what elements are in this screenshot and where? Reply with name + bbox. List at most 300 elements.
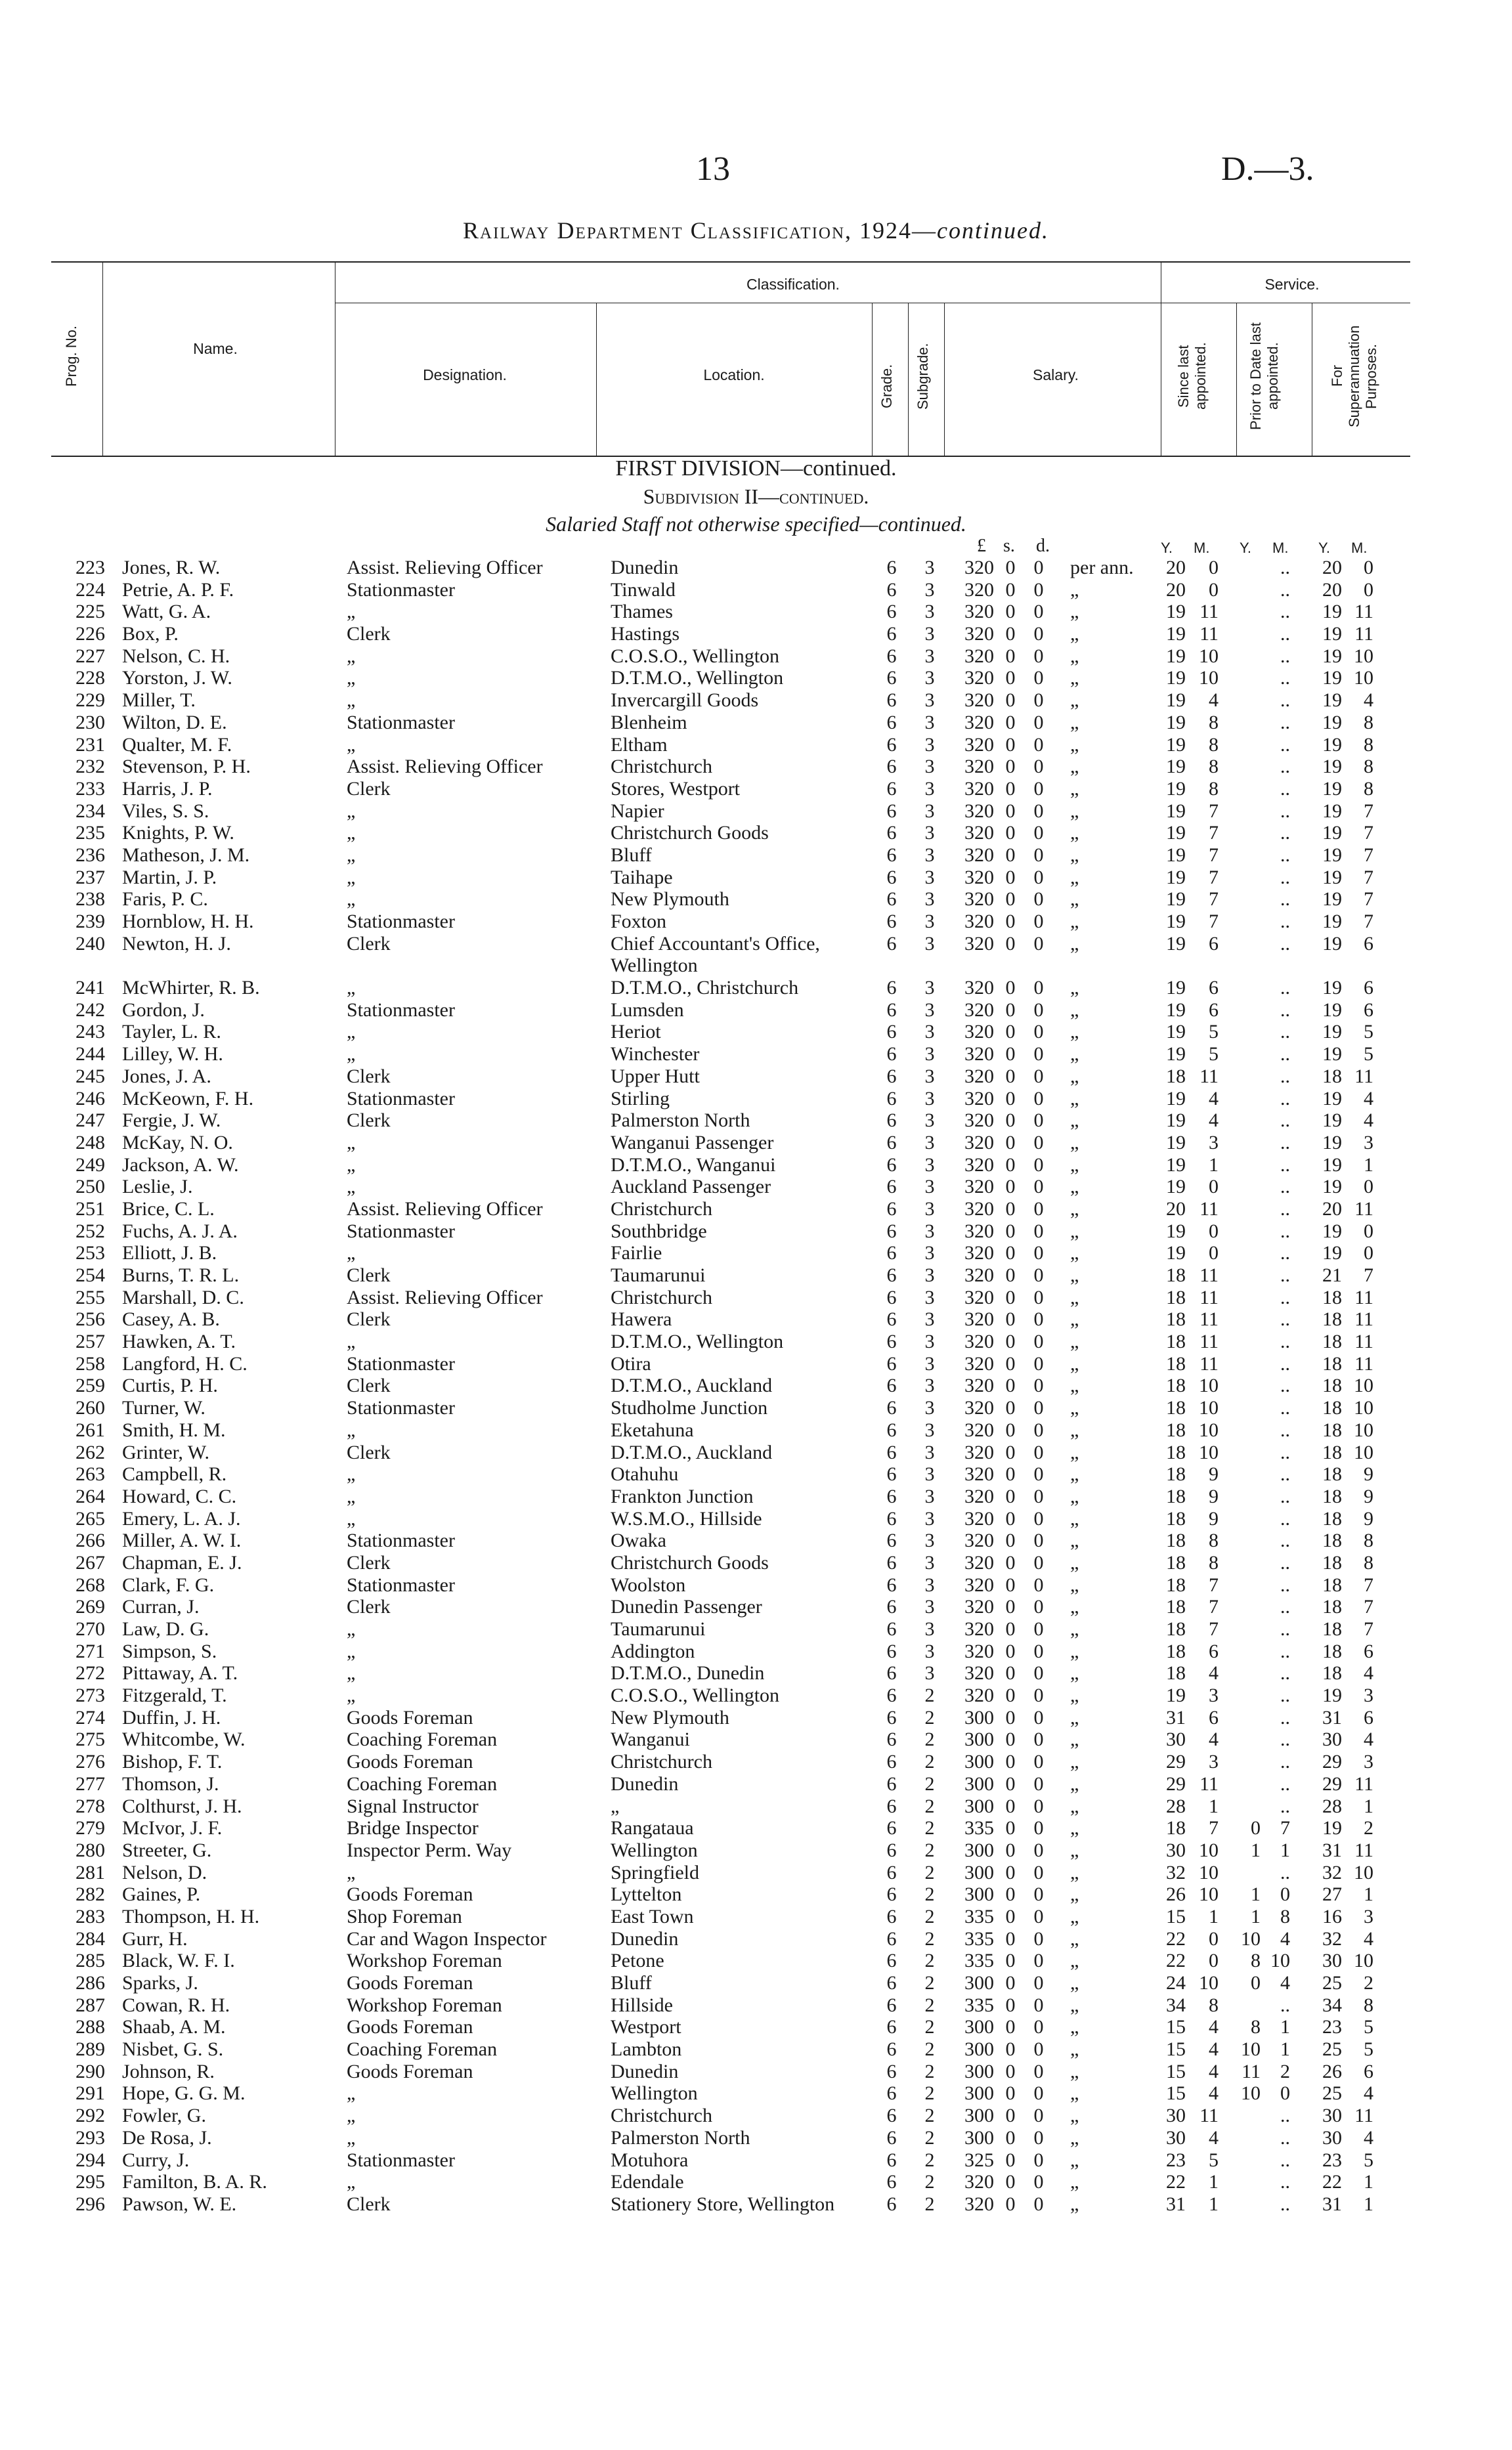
subgrade: 3 xyxy=(924,1220,935,1242)
prior-months: .. xyxy=(1280,733,1290,756)
designation: Coaching Foreman xyxy=(347,1773,498,1795)
salary-pence: 0 xyxy=(1033,1043,1044,1065)
since-years: 18 xyxy=(1166,1574,1186,1596)
table-row xyxy=(0,1662,1512,1685)
prior-years: 11 xyxy=(1242,2060,1261,2082)
location: D.T.M.O., Auckland xyxy=(611,1441,773,1463)
salary-shillings: 0 xyxy=(1005,557,1016,578)
designation: Clerk xyxy=(347,1308,391,1331)
prog-no: 223 xyxy=(76,557,105,578)
salary-pounds: 320 xyxy=(964,888,994,911)
section-subdivision: Subdivision II—continued. xyxy=(643,484,869,508)
prior-months: .. xyxy=(1280,2193,1290,2215)
grade: 6 xyxy=(886,1883,897,1906)
prog-no: 240 xyxy=(76,932,105,955)
salary-pounds: 320 xyxy=(964,911,994,932)
designation: „ xyxy=(347,2105,356,2127)
table-row xyxy=(0,557,1512,579)
prior-years: 1 xyxy=(1251,1905,1261,1927)
super-months: 0 xyxy=(1364,578,1373,601)
prior-months: 1 xyxy=(1280,1839,1290,1861)
salary-pence: 0 xyxy=(1033,1596,1044,1618)
salary-period: „ xyxy=(1070,711,1079,733)
super-months: 6 xyxy=(1364,999,1373,1021)
staff-name: Knights, P. W. xyxy=(122,822,234,844)
staff-name: Miller, A. W. I. xyxy=(122,1530,242,1552)
header-prior-to: Prior to Date last appointed. xyxy=(1247,322,1281,430)
since-months: 11 xyxy=(1199,1308,1219,1331)
super-years: 19 xyxy=(1322,932,1342,955)
subgrade: 2 xyxy=(924,2149,935,2171)
salary-pounds: 335 xyxy=(964,1905,994,1927)
salary-pence: 0 xyxy=(1033,1308,1044,1331)
super-months: 9 xyxy=(1364,1507,1373,1530)
salary-shillings: 0 xyxy=(1005,645,1016,667)
super-months: 10 xyxy=(1354,1441,1373,1463)
salary-pounds: 300 xyxy=(964,1795,994,1817)
since-years: 30 xyxy=(1166,2105,1186,2127)
salary-shillings: 0 xyxy=(1005,1397,1016,1419)
location: Christchurch xyxy=(611,756,712,778)
header-location: Location. xyxy=(703,366,765,383)
location: Heriot xyxy=(611,1021,661,1043)
since-years: 34 xyxy=(1166,1994,1186,2016)
super-months: 11 xyxy=(1354,601,1373,623)
subgrade: 3 xyxy=(924,578,935,601)
super-years: 19 xyxy=(1322,645,1342,667)
since-months: 3 xyxy=(1209,1751,1219,1773)
prog-no: 243 xyxy=(76,1021,105,1043)
since-months: 0 xyxy=(1209,1176,1219,1198)
super-years: 19 xyxy=(1322,601,1342,623)
table-row xyxy=(0,1596,1512,1618)
salary-period: „ xyxy=(1070,689,1079,712)
subgrade: 3 xyxy=(924,932,935,955)
salary-shillings: 0 xyxy=(1005,1706,1016,1729)
super-years: 18 xyxy=(1322,1507,1342,1530)
salary-shillings: 0 xyxy=(1005,601,1016,623)
salary-pounds: 320 xyxy=(964,1551,994,1574)
prog-no: 264 xyxy=(76,1485,105,1507)
salary-pence: 0 xyxy=(1033,1507,1044,1530)
prior-months: .. xyxy=(1280,689,1290,712)
subgrade: 3 xyxy=(924,1131,935,1153)
since-years: 19 xyxy=(1166,844,1186,866)
prior-months: .. xyxy=(1280,1729,1290,1751)
table-row xyxy=(0,1331,1512,1353)
staff-name: Law, D. G. xyxy=(122,1618,209,1641)
since-years: 18 xyxy=(1166,1308,1186,1331)
prior-months: .. xyxy=(1280,1153,1290,1176)
col-divider xyxy=(908,303,909,456)
salary-shillings: 0 xyxy=(1005,733,1016,756)
salary-pounds: 335 xyxy=(964,1817,994,1839)
salary-pounds: 320 xyxy=(964,822,994,844)
salary-pounds: 320 xyxy=(964,756,994,778)
subgrade: 3 xyxy=(924,1153,935,1176)
designation: „ xyxy=(347,601,356,623)
super-years: 32 xyxy=(1322,1861,1342,1883)
since-months: 10 xyxy=(1199,1839,1219,1861)
subgrade: 3 xyxy=(924,623,935,645)
prior-months: .. xyxy=(1280,1065,1290,1087)
designation: Stationmaster xyxy=(347,911,455,932)
table-row xyxy=(0,734,1512,756)
staff-name: Streeter, G. xyxy=(122,1839,212,1861)
prog-no: 258 xyxy=(76,1352,105,1375)
prog-no: 289 xyxy=(76,2038,105,2061)
since-months: 0 xyxy=(1209,1950,1219,1972)
staff-name: Casey, A. B. xyxy=(122,1308,220,1331)
salary-shillings: 0 xyxy=(1005,1021,1016,1043)
salary-period: „ xyxy=(1070,2193,1079,2215)
super-months: 9 xyxy=(1364,1463,1373,1486)
subgrade: 3 xyxy=(924,866,935,888)
location: Christchurch xyxy=(611,1751,712,1773)
since-months: 11 xyxy=(1199,623,1219,645)
location: Hawera xyxy=(611,1308,672,1331)
table-row xyxy=(0,1463,1512,1486)
salary-pence: 0 xyxy=(1033,1706,1044,1729)
salary-shillings: 0 xyxy=(1005,999,1016,1021)
table-row xyxy=(0,689,1512,712)
subgrade: 2 xyxy=(924,1905,935,1927)
prog-no: 293 xyxy=(76,2126,105,2149)
salary-pounds: 320 xyxy=(964,844,994,866)
staff-name: Harris, J. P. xyxy=(122,777,213,800)
since-years: 22 xyxy=(1166,1927,1186,1950)
since-years: 18 xyxy=(1166,1640,1186,1662)
super-months: 8 xyxy=(1364,1551,1373,1574)
since-months: 10 xyxy=(1199,645,1219,667)
subgrade: 3 xyxy=(924,1197,935,1220)
table-row xyxy=(0,1773,1512,1795)
designation: Clerk xyxy=(347,1596,391,1618)
salary-shillings: 0 xyxy=(1005,1507,1016,1530)
super-years: 19 xyxy=(1322,1043,1342,1065)
grade: 6 xyxy=(886,1441,897,1463)
prog-no: 236 xyxy=(76,844,105,866)
staff-name: Thomson, J. xyxy=(122,1773,219,1795)
subgrade: 3 xyxy=(924,800,935,822)
prior-months: .. xyxy=(1280,1352,1290,1375)
salary-period: „ xyxy=(1070,1618,1079,1641)
super-months: 3 xyxy=(1364,1751,1373,1773)
salary-pounds: 300 xyxy=(964,2016,994,2038)
staff-name: Fitzgerald, T. xyxy=(122,1685,227,1707)
prior-months: .. xyxy=(1280,2105,1290,2127)
location: Palmerston North xyxy=(611,2126,750,2149)
location: Fairlie xyxy=(611,1242,662,1264)
super-months: 7 xyxy=(1364,866,1373,888)
super-years: 29 xyxy=(1322,1773,1342,1795)
salary-period: „ xyxy=(1070,1419,1079,1441)
salary-period: „ xyxy=(1070,1153,1079,1176)
staff-name: Matheson, J. M. xyxy=(122,844,250,866)
staff-name: Howard, C. C. xyxy=(122,1485,237,1507)
salary-period: „ xyxy=(1070,1242,1079,1264)
location: „ xyxy=(611,1795,620,1817)
salary-shillings: 0 xyxy=(1005,932,1016,955)
table-row xyxy=(0,1220,1512,1243)
prior-months: .. xyxy=(1280,1507,1290,1530)
prog-no: 288 xyxy=(76,2016,105,2038)
since-months: 11 xyxy=(1199,1286,1219,1308)
super-years: 19 xyxy=(1322,1176,1342,1198)
grade: 6 xyxy=(886,1751,897,1773)
subgrade: 3 xyxy=(924,888,935,911)
prog-no: 269 xyxy=(76,1596,105,1618)
prior-months: .. xyxy=(1280,1197,1290,1220)
designation: „ xyxy=(347,1153,356,1176)
since-years: 19 xyxy=(1166,667,1186,689)
subgrade: 2 xyxy=(924,1795,935,1817)
location: Wanganui Passenger xyxy=(611,1131,774,1153)
salary-shillings: 0 xyxy=(1005,2082,1016,2105)
table-row xyxy=(0,2016,1512,2038)
super-years: 19 xyxy=(1322,1220,1342,1242)
subgrade: 2 xyxy=(924,1861,935,1883)
super-months: 4 xyxy=(1364,1087,1373,1109)
super-years: 18 xyxy=(1322,1441,1342,1463)
since-months: 7 xyxy=(1209,800,1219,822)
subgrade: 3 xyxy=(924,557,935,578)
salary-pence: 0 xyxy=(1033,2038,1044,2061)
super-months: 11 xyxy=(1354,1839,1373,1861)
prior-months: 10 xyxy=(1270,1950,1290,1972)
salary-shillings: 0 xyxy=(1005,2060,1016,2082)
prior-years: 10 xyxy=(1241,2082,1261,2105)
staff-name: Bishop, F. T. xyxy=(122,1751,223,1773)
grade: 6 xyxy=(886,1685,897,1707)
prior-months: .. xyxy=(1280,2149,1290,2171)
salary-pounds: 320 xyxy=(964,1176,994,1198)
since-months: 10 xyxy=(1199,1883,1219,1906)
designation: „ xyxy=(347,1662,356,1685)
salary-pence: 0 xyxy=(1033,1197,1044,1220)
salary-pence: 0 xyxy=(1033,1352,1044,1375)
salary-period: „ xyxy=(1070,1994,1079,2016)
super-years: 18 xyxy=(1322,1286,1342,1308)
since-months: 9 xyxy=(1209,1507,1219,1530)
table-row xyxy=(0,756,1512,778)
salary-period: „ xyxy=(1070,1972,1079,1994)
salary-period: „ xyxy=(1070,1706,1079,1729)
super-years: 31 xyxy=(1322,1839,1342,1861)
since-months: 7 xyxy=(1209,822,1219,844)
since-years: 26 xyxy=(1166,1883,1186,1906)
salary-pence: 0 xyxy=(1033,601,1044,623)
salary-pounds: 320 xyxy=(964,1331,994,1353)
salary-pounds: 300 xyxy=(964,1706,994,1729)
salary-pounds: 300 xyxy=(964,1839,994,1861)
grade: 6 xyxy=(886,1905,897,1927)
salary-pounds: 320 xyxy=(964,1087,994,1109)
since-years: 18 xyxy=(1166,1485,1186,1507)
table-row xyxy=(0,999,1512,1021)
table-row xyxy=(0,1994,1512,2017)
designation: „ xyxy=(347,822,356,844)
grade: 6 xyxy=(886,1286,897,1308)
since-months: 4 xyxy=(1209,1729,1219,1751)
super-months: 9 xyxy=(1364,1485,1373,1507)
designation: „ xyxy=(347,1640,356,1662)
grade: 6 xyxy=(886,1419,897,1441)
salary-pence: 0 xyxy=(1033,1220,1044,1242)
location: Napier xyxy=(611,800,664,822)
super-years: 30 xyxy=(1322,1950,1342,1972)
staff-name: Curtis, P. H. xyxy=(122,1375,218,1397)
staff-name: Gaines, P. xyxy=(122,1883,201,1906)
prog-no: 227 xyxy=(76,645,105,667)
salary-shillings: 0 xyxy=(1005,1751,1016,1773)
designation: Stationmaster xyxy=(347,1087,455,1109)
prog-no: 261 xyxy=(76,1419,105,1441)
staff-name: Nelson, C. H. xyxy=(122,645,230,667)
super-months: 11 xyxy=(1354,1286,1373,1308)
salary-pounds: 320 xyxy=(964,1264,994,1287)
super-years: 18 xyxy=(1322,1375,1342,1397)
super-months: 8 xyxy=(1364,756,1373,778)
salary-pounds: 320 xyxy=(964,1242,994,1264)
since-months: 7 xyxy=(1209,911,1219,932)
designation: Clerk xyxy=(347,1109,391,1132)
since-years: 18 xyxy=(1166,1419,1186,1441)
table-row xyxy=(0,933,1512,977)
salary-pounds: 320 xyxy=(964,1507,994,1530)
prior-months: .. xyxy=(1280,601,1290,623)
staff-name: Johnson, R. xyxy=(122,2060,215,2082)
table-row xyxy=(0,977,1512,999)
salary-shillings: 0 xyxy=(1005,1596,1016,1618)
salary-shillings: 0 xyxy=(1005,1618,1016,1641)
salary-shillings: 0 xyxy=(1005,1773,1016,1795)
designation: Goods Foreman xyxy=(347,1706,473,1729)
super-years: 26 xyxy=(1322,2060,1342,2082)
unit-pound: £ xyxy=(977,536,986,556)
since-years: 30 xyxy=(1166,1729,1186,1751)
super-years: 19 xyxy=(1322,866,1342,888)
prog-no: 253 xyxy=(76,1242,105,1264)
salary-shillings: 0 xyxy=(1005,1685,1016,1707)
since-years: 18 xyxy=(1166,1375,1186,1397)
location: New Plymouth xyxy=(611,888,729,911)
staff-name: Whitcombe, W. xyxy=(122,1729,246,1751)
location: Christchurch xyxy=(611,2105,712,2127)
salary-shillings: 0 xyxy=(1005,2038,1016,2061)
since-years: 19 xyxy=(1166,601,1186,623)
since-months: 7 xyxy=(1209,1574,1219,1596)
salary-pence: 0 xyxy=(1033,711,1044,733)
super-months: 1 xyxy=(1364,2193,1373,2215)
since-months: 4 xyxy=(1209,1662,1219,1685)
super-months: 8 xyxy=(1364,777,1373,800)
subgrade: 3 xyxy=(924,844,935,866)
since-months: 10 xyxy=(1199,1861,1219,1883)
salary-pounds: 335 xyxy=(964,1994,994,2016)
location: Stirling xyxy=(611,1087,670,1109)
grade: 6 xyxy=(886,1574,897,1596)
since-months: 11 xyxy=(1199,2105,1219,2127)
salary-pounds: 320 xyxy=(964,557,994,578)
prior-months: .. xyxy=(1280,977,1290,999)
super-months: 7 xyxy=(1364,844,1373,866)
staff-name: Tayler, L. R. xyxy=(122,1021,221,1043)
salary-pence: 0 xyxy=(1033,1994,1044,2016)
grade: 6 xyxy=(886,645,897,667)
prog-no: 256 xyxy=(76,1308,105,1331)
location: Woolston xyxy=(611,1574,686,1596)
super-months: 6 xyxy=(1364,932,1373,955)
prog-no: 285 xyxy=(76,1950,105,1972)
unit-shillings: s. xyxy=(1003,536,1015,556)
col-divider xyxy=(102,261,103,456)
subgrade: 3 xyxy=(924,1640,935,1662)
salary-pence: 0 xyxy=(1033,1397,1044,1419)
location: Eketahuna xyxy=(611,1419,694,1441)
salary-pounds: 300 xyxy=(964,1773,994,1795)
salary-period: „ xyxy=(1070,1640,1079,1662)
since-months: 8 xyxy=(1209,777,1219,800)
prog-no: 226 xyxy=(76,623,105,645)
grade: 6 xyxy=(886,1308,897,1331)
since-years: 28 xyxy=(1166,1795,1186,1817)
unit-years-prior: Y. xyxy=(1240,540,1251,556)
since-years: 18 xyxy=(1166,1352,1186,1375)
super-years: 19 xyxy=(1322,844,1342,866)
location: Dunedin xyxy=(611,1773,679,1795)
designation: „ xyxy=(347,1685,356,1707)
salary-shillings: 0 xyxy=(1005,2193,1016,2215)
location: Dunedin xyxy=(611,557,679,578)
prior-months: .. xyxy=(1280,1264,1290,1287)
salary-period: „ xyxy=(1070,623,1079,645)
subgrade: 3 xyxy=(924,1596,935,1618)
salary-shillings: 0 xyxy=(1005,1109,1016,1132)
super-years: 19 xyxy=(1322,623,1342,645)
salary-pence: 0 xyxy=(1033,1618,1044,1641)
table-row xyxy=(0,1088,1512,1110)
grade: 6 xyxy=(886,1197,897,1220)
grade: 6 xyxy=(886,888,897,911)
salary-pence: 0 xyxy=(1033,2105,1044,2127)
salary-period: „ xyxy=(1070,1729,1079,1751)
grade: 6 xyxy=(886,1043,897,1065)
prog-no: 245 xyxy=(76,1065,105,1087)
prior-months: .. xyxy=(1280,645,1290,667)
location: Otira xyxy=(611,1352,651,1375)
super-months: 7 xyxy=(1364,1596,1373,1618)
subgrade: 2 xyxy=(924,1839,935,1861)
super-months: 0 xyxy=(1364,1242,1373,1264)
since-months: 8 xyxy=(1209,1994,1219,2016)
super-years: 30 xyxy=(1322,2105,1342,2127)
salary-pounds: 320 xyxy=(964,1197,994,1220)
since-years: 18 xyxy=(1166,1065,1186,1087)
since-years: 18 xyxy=(1166,1463,1186,1486)
super-years: 32 xyxy=(1322,1927,1342,1950)
salary-pounds: 320 xyxy=(964,1574,994,1596)
subgrade: 2 xyxy=(924,1883,935,1906)
header-service: Service. xyxy=(1264,276,1320,293)
subgrade: 3 xyxy=(924,1087,935,1109)
prior-months: .. xyxy=(1280,1596,1290,1618)
prior-months: .. xyxy=(1280,1043,1290,1065)
since-years: 19 xyxy=(1166,711,1186,733)
salary-pence: 0 xyxy=(1033,1685,1044,1707)
subgrade: 3 xyxy=(924,1419,935,1441)
super-years: 25 xyxy=(1322,2082,1342,2105)
